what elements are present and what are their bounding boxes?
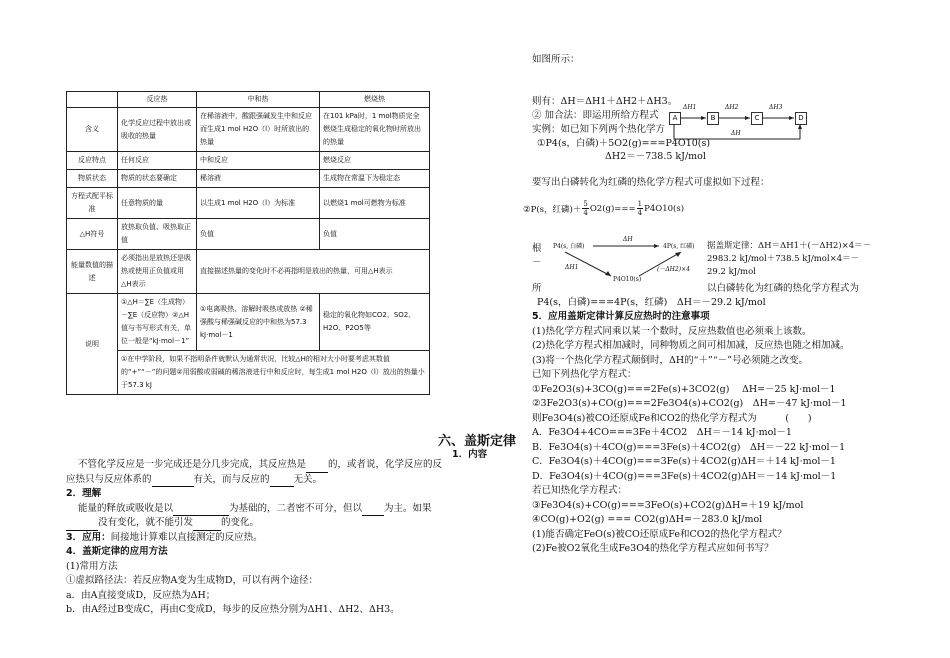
table-cell: 放热取负值、吸热取正值 <box>118 219 197 250</box>
paragraph-content <box>66 458 446 487</box>
right-line: P4(s，白磷)===4P(s，红磷) ΔH＝－29.2 kJ/mol <box>537 297 766 308</box>
table-cell: ①△H＝∑E（生成物）－∑E（反应物）②△H值与书写形式有关，单位一般是“kJ·mol－1” <box>118 294 197 351</box>
text-run: 的，或者说，化学反应的反应热只与反应体系的 <box>66 459 443 485</box>
right-fragment: － <box>532 257 542 268</box>
method-line: a．由A直接变成D，反应热为ΔH； <box>66 589 216 601</box>
blank <box>306 472 328 473</box>
note-line: 若已知热化学方程式： <box>532 485 628 496</box>
subheading-content: 1．内容 <box>452 449 488 460</box>
right-fragment: 所 <box>532 283 542 294</box>
table-header-cell: 中和热 <box>197 92 320 108</box>
table-cell: 负值 <box>197 219 320 250</box>
path-label: (－ΔH2)×4 <box>657 266 690 273</box>
numerator: 5 <box>583 200 588 208</box>
table-cell: 中和反应 <box>197 152 320 170</box>
right-body <box>532 310 872 557</box>
table-cell: 稀溶液 <box>197 170 320 188</box>
path-label: ΔH <box>623 236 633 243</box>
right-line: ② 加合法：即运用所给方程式 <box>532 110 659 121</box>
question-line: 则Fe3O4(s)被CO还原成Fe和CO2的热化学方程式为 ( ) <box>532 412 812 424</box>
table-cell: 反应特点 <box>67 152 118 170</box>
question-line: (2)Fe被O2氧化生成Fe3O4的热化学方程式应如何书写？ <box>532 543 774 554</box>
method-line: (1)常用方法 <box>66 560 118 572</box>
method-line: b．由A经过B变成C，再由C变成D，每步的反应热分别为ΔH1、ΔH2、ΔH3。 <box>66 604 400 615</box>
table-cell: 方程式配平标准 <box>67 188 118 219</box>
table-header-cell: 燃烧热 <box>320 92 430 108</box>
gaisi-calculation: 据盖斯定律：ΔH＝ΔH1＋(－ΔH2)×4＝－2983.2 kJ/mol＋738.5 kJ/mol×4＝－29.2 kJ/mol <box>707 241 872 277</box>
diagram-label: ΔH3 <box>769 104 783 111</box>
table-cell: 在101 kPa时，1 mol物质完全燃烧生成稳定的氧化物时所放出的热量 <box>320 108 430 152</box>
subheading-method: 4．盖斯定律的应用方法 <box>66 546 168 557</box>
table-row <box>67 351 430 395</box>
right-line: 则有：ΔH＝ΔH1＋ΔH2＋ΔH3。 <box>532 96 678 107</box>
table-cell: 任何反应 <box>118 152 197 170</box>
diagram-box: C <box>751 112 763 125</box>
table-cell: 物质状态 <box>67 170 118 188</box>
path-label: ΔH1 <box>565 264 579 271</box>
equation-line: ③Fe3O4(s)+CO(g)===3FeO(s)+CO2(g)ΔH=＋19 kJ/mol <box>532 499 804 511</box>
table-cell: 以生成1 mol H2O（l）为标准 <box>197 188 320 219</box>
option-line: D．Fe3O4(s)＋4CO(g)===3Fe(s)＋4CO2(g)ΔH＝－14 kJ·mol－1 <box>532 470 837 482</box>
text-run: 为主。如果 <box>384 502 432 514</box>
text-run: 为基础的，二者密不可分，但以 <box>229 502 363 514</box>
blank <box>362 515 384 516</box>
note-line: 已知下列热化学方程式： <box>532 369 637 380</box>
paragraph-understand <box>66 502 446 531</box>
text-run: O2(g)=== <box>589 203 636 214</box>
numerator: 1 <box>637 200 643 208</box>
table-cell: △H符号 <box>67 219 118 250</box>
text-run: P4O10(s) <box>644 203 685 214</box>
subheading-apply: 3．应用： <box>66 531 111 543</box>
table-header-cell <box>67 92 118 108</box>
blank <box>152 486 172 487</box>
note-line: (3)将一个热化学方程式颠倒时，ΔH的“＋”“－”号必须随之改变。 <box>532 354 809 366</box>
diagram-label: ΔH <box>731 130 741 137</box>
right-line: ΔH2＝－738.5 kJ/mol <box>605 151 706 162</box>
table-cell: ①电离吸热、溶解时吸热或放热 ②稀强酸与稀强碱反应的中和热为57.3 kJ·mol－1 <box>197 294 320 351</box>
table-cell: 物质的状态要确定 <box>118 170 197 188</box>
note-line: (1)热化学方程式同乘以某一个数时，反应热数值也必须乘上该数。 <box>532 325 812 337</box>
text-run: ②P(s，红磷)＋ <box>523 204 582 215</box>
diagram-box: D <box>795 112 807 125</box>
denominator: 4 <box>583 209 588 217</box>
left-body <box>66 458 446 618</box>
diagram-box: A <box>669 112 681 125</box>
method-line: ①虚拟路径法：若反应物A变为生成物D，可以有两个途径： <box>66 575 318 586</box>
table-cell: 含义 <box>67 108 118 152</box>
path-diagram <box>667 106 815 146</box>
text-run: 的变化。 <box>221 517 260 528</box>
table-cell: ①在中学阶段，如果不指明条件就默认为通常状况，比较△H的相对大小时要考虑其数值的“+”“－”的问题②用弱酸或弱碱的稀溶液进行中和反应时，每生成1 mol H2O（l）放出的热量小于57.3 kJ <box>118 351 430 395</box>
text-run: 不管化学反应是一步完成还是分几步完成，其反应热是 <box>78 459 307 470</box>
table-header-row <box>67 92 430 108</box>
table-cell: 能量数值的描述 <box>67 250 118 294</box>
table-cell: 化学反应过程中放出或吸收的热量 <box>118 108 197 152</box>
equation-line: ④CO(g)+O2(g) === CO2(g)ΔH=－283.0 kJ/mol <box>532 514 763 525</box>
denominator: 4 <box>637 209 643 217</box>
equation-line: ②3Fe2O3(s)+CO(g)===2Fe3O4(s)+CO2(g) ΔH=－47 kJ·mol－1 <box>532 398 847 409</box>
diagram-arrows <box>667 106 815 146</box>
table-row <box>67 219 430 250</box>
right-line: 要写出白磷转化为红磷的热化学方程式可虚拟如下过程： <box>532 177 770 188</box>
blank <box>173 515 229 516</box>
table-cell: 燃烧反应 <box>320 152 430 170</box>
equation-2 <box>523 200 684 217</box>
table-row <box>67 250 430 294</box>
right-line: ①P4(s，白磷)＋5O2(g)===P4O10(s) <box>537 138 711 149</box>
table-cell: 说明 <box>67 294 118 395</box>
section-heading: 六、盖斯定律 <box>438 434 517 449</box>
diagram-label: ΔH1 <box>683 104 697 111</box>
diagram-label: ΔH2 <box>725 104 739 111</box>
right-line: 以白磷转化为红磷的热化学方程式为 <box>707 283 860 294</box>
text-run: 有关，而与反应的 <box>193 473 270 485</box>
path-start: P4(s, 白磷) <box>553 243 585 250</box>
table-row <box>67 170 430 188</box>
table-row <box>67 188 430 219</box>
right-line: 实例：如已知下列两个热化学方 <box>532 124 666 135</box>
table-cell: 负值 <box>320 219 430 250</box>
path-end: 4P(s, 红磷) <box>663 243 695 250</box>
text-run: 能量的释放或吸收是以 <box>78 502 174 514</box>
table-cell: 以燃烧1 mol可燃物为标准 <box>320 188 430 219</box>
right-fragment: 根 <box>532 243 542 254</box>
path-mid: P4O10(s) <box>613 276 642 283</box>
table-header-cell: 反应热 <box>118 92 197 108</box>
note-line: (2)热化学方程式相加减时，同种物质之间可相加减，反应热也随之相加减。 <box>532 340 850 351</box>
triangle-diagram <box>553 238 703 286</box>
table-row <box>67 294 430 351</box>
question-line: (1)能否确定FeO(s)被CO还原成Fe和CO2的热化学方程式？ <box>532 528 787 540</box>
table-cell: 稳定的氧化物如CO2、SO2、H2O、P2O5等 <box>320 294 430 351</box>
blank <box>172 486 194 487</box>
subheading-notes: 5．应用盖斯定律计算反应热时的注意事项 <box>532 311 710 322</box>
paragraph-apply <box>66 531 446 546</box>
option-line: A．Fe3O4+4CO===3Fe＋4CO2 ΔH＝－14 kJ·mol－1 <box>532 427 792 438</box>
fraction <box>637 200 643 217</box>
table-cell: 直接描述热量的变化时不必再指明是放出的热量，可用△H表示 <box>197 250 430 294</box>
option-line: C．Fe3O4(s)＋4CO(g)===3Fe(s)＋4CO2(g)ΔH＝＋14 kJ·mol－1 <box>532 456 836 467</box>
comparison-table <box>66 91 430 395</box>
table-cell: 生成物在常温下为稳定态 <box>320 170 430 188</box>
option-line: B．Fe3O4(s)＋4CO(g)===3Fe(s)＋4CO2(g) ΔH＝－22 kJ·mol－1 <box>532 441 846 453</box>
table-cell: 任意物质的量 <box>118 188 197 219</box>
text-run: 无关。 <box>293 473 323 485</box>
figure-intro: 如图所示： <box>532 54 580 65</box>
table-cell: 必须指出是放热还是吸热或使用正负值或用△H表示 <box>118 250 197 294</box>
table-cell: 在稀溶液中，酸跟强碱发生中和反应而生成1 mol H2O（l）时所放出的热量 <box>197 108 320 152</box>
table-row <box>67 152 430 170</box>
diagram-box: B <box>707 112 719 125</box>
text-run: 间接地计算难以直接测定的反应热。 <box>110 531 263 543</box>
fraction <box>582 200 588 217</box>
text-run: 没有变化，就不能引发 <box>98 517 194 528</box>
equation-line: ①Fe2O3(s)+3CO(g)===2Fe(s)+3CO2(g) ΔH=－25 kJ·mol－1 <box>532 383 836 395</box>
subheading-understand: 2．理解 <box>66 488 102 499</box>
table-row <box>67 108 430 152</box>
blank <box>270 486 294 487</box>
